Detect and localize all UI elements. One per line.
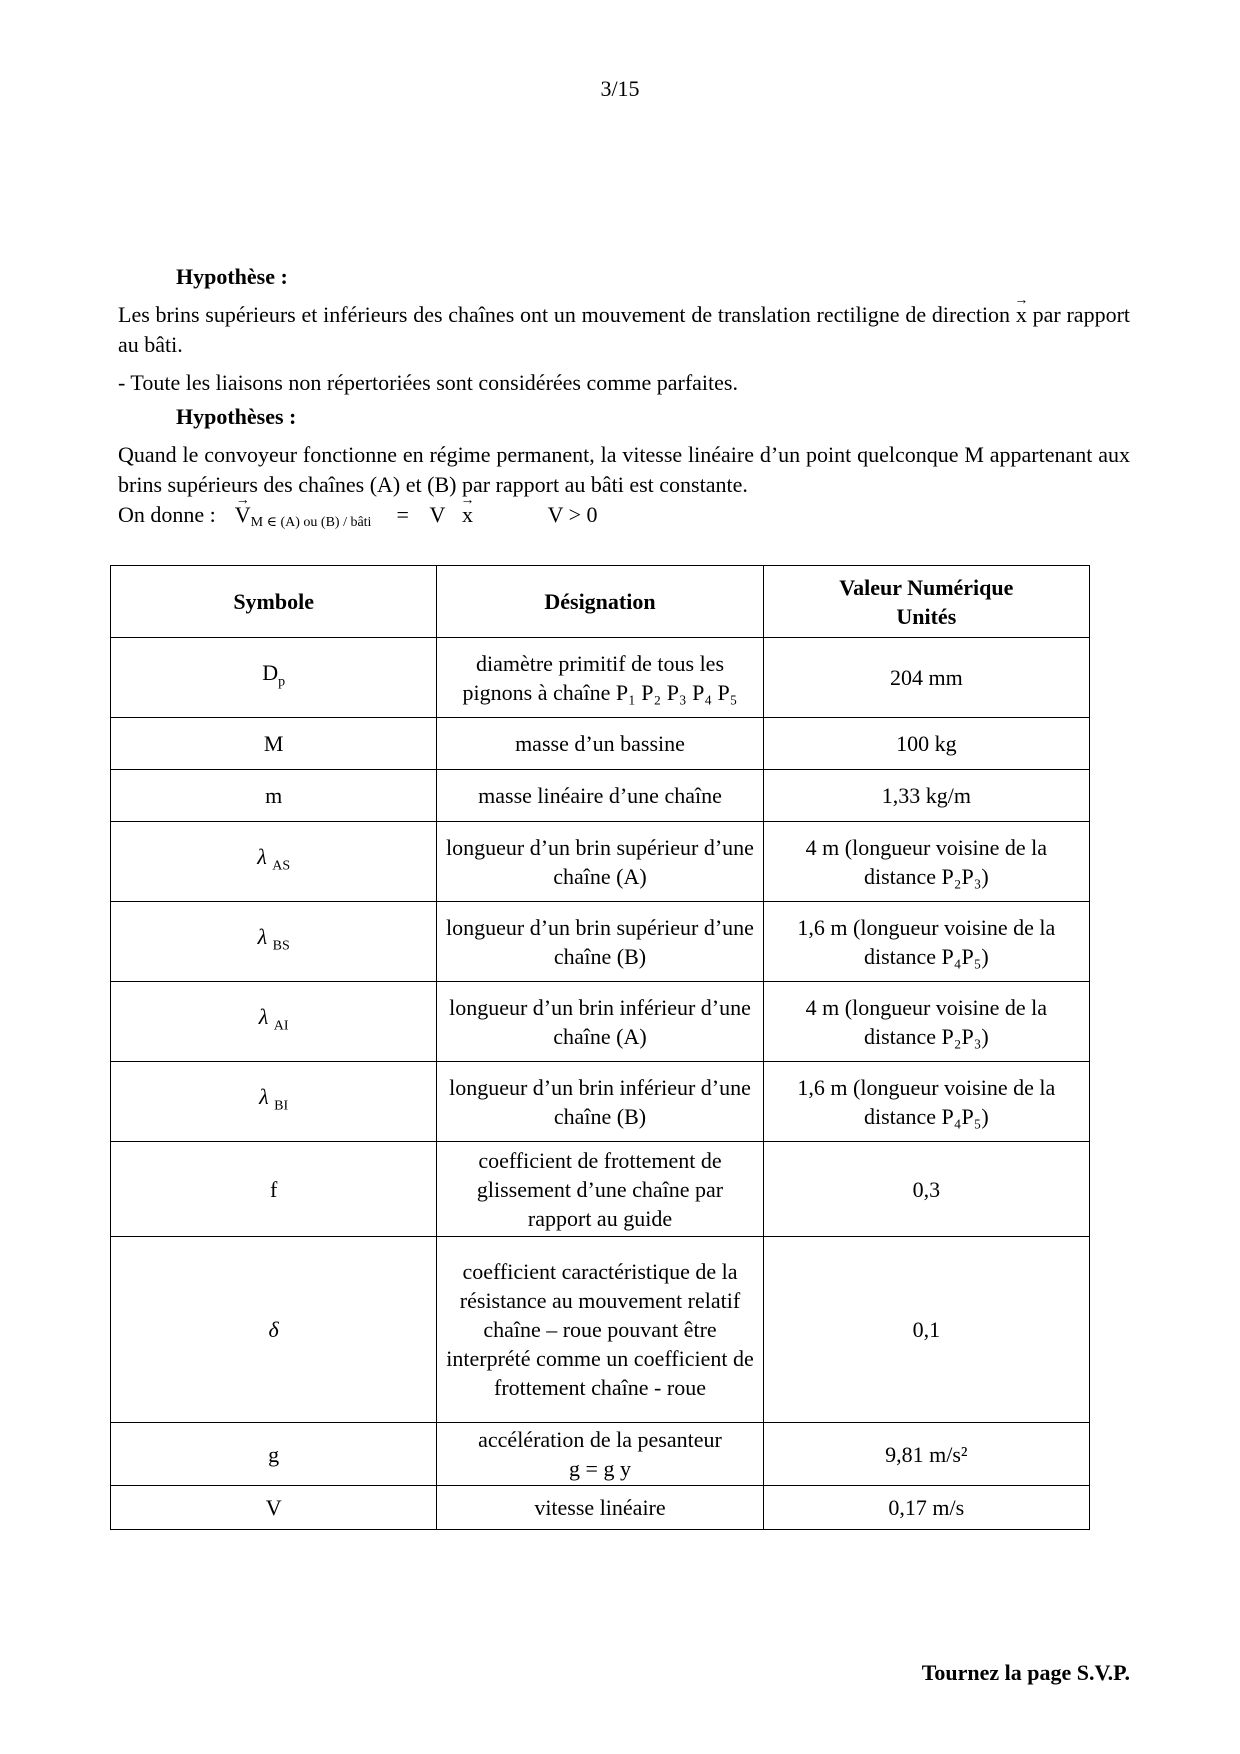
designation-cell: coefficient de frottement de glissement d’une chaîne par rapport au guide [437,1142,763,1237]
designation-cell: masse d’un bassine [437,718,763,770]
table-row [111,718,1090,770]
designation-cell: diamètre primitif de tous les pignons à chaîne P₁ P₂ P₃ P₄ P₅ [437,638,763,718]
hypotheses-heading: Hypothèses : [176,404,297,429]
table-row [111,1486,1090,1530]
table-row [111,902,1090,982]
value-cell: 4 m (longueur voisine de la distance P₂P₃) [763,982,1089,1062]
v-condition: V > 0 [547,502,598,527]
table-header-row [111,566,1090,638]
symbol-cell: f [111,1142,437,1237]
value-cell: 204 mm [763,638,1089,718]
value-cell: 9,81 m/s² [763,1423,1089,1486]
page-number: 3/15 [600,76,640,101]
table-row [111,822,1090,902]
table-row [111,982,1090,1062]
value-cell: 4 m (longueur voisine de la distance P₂P₃) [763,822,1089,902]
designation-cell: vitesse linéaire [437,1486,763,1530]
value-cell: 1,6 m (longueur voisine de la distance P₄P₅) [763,1062,1089,1142]
symbol-cell: λ $_{BS}$ [111,902,437,982]
symbol-cell: λ $_{BI}$ [111,1062,437,1142]
content [118,262,1130,538]
gravity-formula: g = g y [569,1456,631,1481]
symbol-cell: λ $_{AS}$ [111,822,437,902]
velocity-formula: On donne : → $V_{M \in (A) ou (B) / bâti} = V \to x$ V > 0 [118,500,1130,538]
hypothese-heading: Hypothèse : [176,264,288,289]
symbol-cell: δ [111,1237,437,1423]
x-vector: → x [1016,300,1027,330]
header-symbole: Symbole [111,566,437,638]
table-row [111,638,1090,718]
designation-cell: longueur d’un brin inférieur d’une chaîne (B) [437,1062,763,1142]
symbol-cell: V [111,1486,437,1530]
symbol-cell: M [111,718,437,770]
table-row [111,770,1090,822]
value-cell: 1,6 m (longueur voisine de la distance P₄P₅) [763,902,1089,982]
value-cell: 0,3 [763,1142,1089,1237]
value-cell: 1,33 kg/m [763,770,1089,822]
header-designation: Désignation [437,566,763,638]
v-vector: → V [235,500,251,530]
symbol-cell: m [111,770,437,822]
table-row [111,1237,1090,1423]
value-cell: 0,1 [763,1237,1089,1423]
table-row [111,1062,1090,1142]
symbol-cell: g [111,1423,437,1486]
designation-cell: longueur d’un brin inférieur d’une chaîne (A) [437,982,763,1062]
parameters-table [110,565,1090,1530]
header-valeur: Valeur Numérique Unités [763,566,1089,638]
hypotheses-paragraph: Quand le convoyeur fonctionne en régime permanent, la vitesse linéaire d’un point quelconque M appartenant aux brins supérieurs des chaînes (A) et (B) par rapport au bâti est constante. [118,442,1130,497]
symbol-cell: λ $_{AI}$ [111,982,437,1062]
designation-cell: longueur d’un brin supérieur d’une chaîne (A) [437,822,763,902]
value-cell: 100 kg [763,718,1089,770]
designation-cell: accélération de la pesanteur g = g y [437,1423,763,1486]
hypothese-paragraph: Les brins supérieurs et inférieurs des chaînes ont un mouvement de translation rectiligne de direction → x par rapport au bâti. [118,300,1130,360]
value-cell: 0,17 m/s [763,1486,1089,1530]
designation-cell: masse linéaire d’une chaîne [437,770,763,822]
symbol-cell: $D_p$ [111,638,437,718]
footer-turn-page: Tournez la page S.V.P. [921,1660,1130,1685]
hypothese-note: - Toute les liaisons non répertoriées sont considérées comme parfaites. [118,370,738,395]
designation-cell: longueur d’un brin supérieur d’une chaîne (B) [437,902,763,982]
table-row [111,1423,1090,1486]
designation-cell: coefficient caractéristique de la résistance au mouvement relatif chaîne – roue pouvant être interprété comme un coefficient de frottement chaîne - roue [437,1237,763,1423]
table-row [111,1142,1090,1237]
